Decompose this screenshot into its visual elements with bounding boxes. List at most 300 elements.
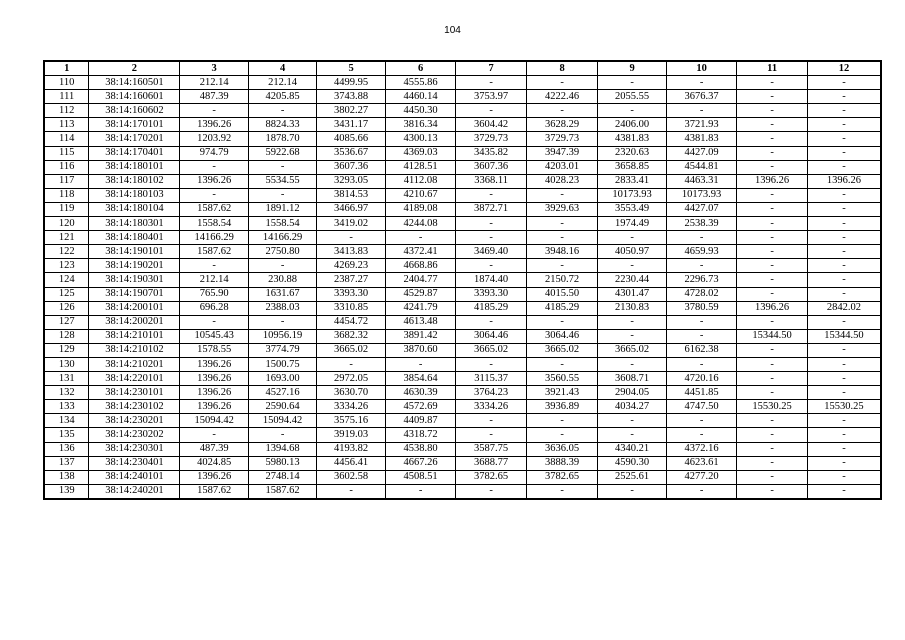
table-cell: 3393.30 — [456, 287, 527, 301]
table-cell: 38:14:190701 — [89, 287, 180, 301]
table-cell: 123 — [44, 259, 89, 273]
table-cell: 2904.05 — [598, 386, 666, 400]
table-cell: - — [807, 231, 881, 245]
table-cell: - — [807, 386, 881, 400]
table-cell: 38:14:230401 — [89, 456, 180, 470]
table-cell: 138 — [44, 470, 89, 484]
table-cell: 10956.19 — [248, 329, 316, 343]
table-cell: 136 — [44, 442, 89, 456]
table-cell: 38:14:210101 — [89, 329, 180, 343]
table-cell: 2406.00 — [598, 118, 666, 132]
table-cell: - — [180, 188, 248, 202]
table-cell: 112 — [44, 104, 89, 118]
table-cell: 3293.05 — [317, 174, 385, 188]
column-header: 5 — [317, 61, 385, 76]
table-cell: 38:14:200201 — [89, 315, 180, 329]
table-cell: 38:14:180101 — [89, 160, 180, 174]
table-cell: 4668.86 — [385, 259, 456, 273]
table-cell: 3870.60 — [385, 343, 456, 357]
table-cell: 15094.42 — [180, 414, 248, 428]
table-row — [44, 160, 881, 174]
table-row — [44, 470, 881, 484]
table-cell: 3888.39 — [526, 456, 598, 470]
table-cell: 1394.68 — [248, 442, 316, 456]
table-row — [44, 259, 881, 273]
table-cell: 3064.46 — [526, 329, 598, 343]
table-row — [44, 118, 881, 132]
table-cell: - — [248, 315, 316, 329]
table-cell: 1974.49 — [598, 217, 666, 231]
table-cell: - — [807, 259, 881, 273]
table-cell: 4451.85 — [666, 386, 737, 400]
table-cell: 3948.16 — [526, 245, 598, 259]
table-cell: - — [666, 104, 737, 118]
table-cell: - — [526, 315, 598, 329]
table-cell: 38:14:180102 — [89, 174, 180, 188]
table-cell: 124 — [44, 273, 89, 287]
table-cell: 4241.79 — [385, 301, 456, 315]
column-header: 10 — [666, 61, 737, 76]
table-cell: 38:14:190301 — [89, 273, 180, 287]
table-cell: 134 — [44, 414, 89, 428]
table-cell: - — [180, 259, 248, 273]
table-cell: 3536.67 — [317, 146, 385, 160]
table-cell: - — [456, 414, 527, 428]
table-cell: 114 — [44, 132, 89, 146]
table-cell: 3665.02 — [526, 343, 598, 357]
table-cell: - — [598, 414, 666, 428]
table-cell: 38:14:230202 — [89, 428, 180, 442]
table-cell: - — [598, 104, 666, 118]
table-cell: 4456.41 — [317, 456, 385, 470]
table-cell: 8824.33 — [248, 118, 316, 132]
table-cell: 3064.46 — [456, 329, 527, 343]
table-cell: 4450.30 — [385, 104, 456, 118]
table-cell: 120 — [44, 217, 89, 231]
table-cell: 487.39 — [180, 442, 248, 456]
table-cell: 3854.64 — [385, 372, 456, 386]
table-cell: - — [598, 76, 666, 90]
table-row — [44, 343, 881, 357]
table-cell: 3553.49 — [598, 202, 666, 216]
table-cell: 10173.93 — [598, 188, 666, 202]
table-cell: 5922.68 — [248, 146, 316, 160]
table-cell: 38:14:230201 — [89, 414, 180, 428]
table-cell: - — [737, 146, 808, 160]
table-cell: - — [317, 357, 385, 371]
table-cell: 4340.21 — [598, 442, 666, 456]
table-cell: - — [807, 160, 881, 174]
table-cell: 212.14 — [248, 76, 316, 90]
table-cell: 4244.08 — [385, 217, 456, 231]
table-cell: 4720.16 — [666, 372, 737, 386]
table-cell: 2296.73 — [666, 273, 737, 287]
column-header: 7 — [456, 61, 527, 76]
table-cell: 4015.50 — [526, 287, 598, 301]
table-cell: - — [598, 357, 666, 371]
table-cell: - — [807, 442, 881, 456]
column-header: 4 — [248, 61, 316, 76]
table-cell: 131 — [44, 372, 89, 386]
table-cell: 2590.64 — [248, 400, 316, 414]
table-cell: - — [248, 428, 316, 442]
table-cell: - — [456, 217, 527, 231]
table-cell: 2538.39 — [666, 217, 737, 231]
table-cell: 128 — [44, 329, 89, 343]
table-cell: 4747.50 — [666, 400, 737, 414]
table-cell: - — [666, 414, 737, 428]
table-cell: 2750.80 — [248, 245, 316, 259]
table-cell: - — [807, 357, 881, 371]
table-cell: - — [737, 484, 808, 499]
table-cell: 3782.65 — [456, 470, 527, 484]
table-cell: 4269.23 — [317, 259, 385, 273]
table-cell: 1396.26 — [180, 470, 248, 484]
table-row — [44, 273, 881, 287]
table-cell: 3936.89 — [526, 400, 598, 414]
table-cell: - — [666, 484, 737, 499]
table-cell: - — [807, 315, 881, 329]
table-cell: 4572.69 — [385, 400, 456, 414]
table-cell: 3607.36 — [456, 160, 527, 174]
table-cell: 4085.66 — [317, 132, 385, 146]
table-cell: - — [598, 484, 666, 499]
table-cell: - — [526, 428, 598, 442]
table-row — [44, 104, 881, 118]
table-cell: 230.88 — [248, 273, 316, 287]
table-cell: 2055.55 — [598, 90, 666, 104]
table-cell: - — [737, 273, 808, 287]
table-cell: 14166.29 — [180, 231, 248, 245]
table-cell: 1878.70 — [248, 132, 316, 146]
table-cell: 14166.29 — [248, 231, 316, 245]
table-row — [44, 400, 881, 414]
table-cell: 4613.48 — [385, 315, 456, 329]
table-cell: 3587.75 — [456, 442, 527, 456]
table-cell: 3310.85 — [317, 301, 385, 315]
table-cell: 2972.05 — [317, 372, 385, 386]
table-cell: 3743.88 — [317, 90, 385, 104]
table-cell: - — [456, 104, 527, 118]
table-cell: - — [526, 484, 598, 499]
table-cell: 111 — [44, 90, 89, 104]
table-cell: 3431.17 — [317, 118, 385, 132]
table-cell: 2130.83 — [598, 301, 666, 315]
table-cell: 4544.81 — [666, 160, 737, 174]
table-cell: 974.79 — [180, 146, 248, 160]
table-body — [44, 76, 881, 499]
table-cell: 132 — [44, 386, 89, 400]
table-cell: - — [737, 259, 808, 273]
table-cell: 4203.01 — [526, 160, 598, 174]
table-row — [44, 442, 881, 456]
table-cell: 3665.02 — [456, 343, 527, 357]
table-cell: 4301.47 — [598, 287, 666, 301]
table-cell: 10173.93 — [666, 188, 737, 202]
table-cell: - — [456, 188, 527, 202]
table-cell: 4277.20 — [666, 470, 737, 484]
header-row — [44, 61, 881, 76]
table-cell: 4185.29 — [456, 301, 527, 315]
table-cell: 2388.03 — [248, 301, 316, 315]
table-cell: 4728.02 — [666, 287, 737, 301]
table-cell: - — [456, 357, 527, 371]
table-cell: 4409.87 — [385, 414, 456, 428]
table-cell: - — [598, 315, 666, 329]
table-cell: - — [737, 372, 808, 386]
table-cell: 3929.63 — [526, 202, 598, 216]
table-row — [44, 456, 881, 470]
table-cell: 1203.92 — [180, 132, 248, 146]
table-cell: - — [737, 118, 808, 132]
table-cell: 1587.62 — [248, 484, 316, 499]
table-cell: 4189.08 — [385, 202, 456, 216]
table-cell: 116 — [44, 160, 89, 174]
table-cell: 135 — [44, 428, 89, 442]
table-cell: 3608.71 — [598, 372, 666, 386]
table-cell: 1587.62 — [180, 245, 248, 259]
table-cell: 139 — [44, 484, 89, 499]
table-cell: - — [385, 231, 456, 245]
table-cell: 3604.42 — [456, 118, 527, 132]
column-header: 8 — [526, 61, 598, 76]
table-row — [44, 132, 881, 146]
table-cell: 1558.54 — [248, 217, 316, 231]
table-cell: - — [526, 76, 598, 90]
table-cell: 3774.79 — [248, 343, 316, 357]
table-cell: 38:14:230101 — [89, 386, 180, 400]
table-cell: 212.14 — [180, 76, 248, 90]
table-cell: 4050.97 — [598, 245, 666, 259]
table-cell: - — [807, 202, 881, 216]
table-cell: 3658.85 — [598, 160, 666, 174]
table-cell: 3729.73 — [456, 132, 527, 146]
table-cell: 4527.16 — [248, 386, 316, 400]
table-cell: - — [737, 90, 808, 104]
table-cell: 1558.54 — [180, 217, 248, 231]
column-header: 11 — [737, 61, 808, 76]
table-cell: 3636.05 — [526, 442, 598, 456]
table-cell: 4529.87 — [385, 287, 456, 301]
table-cell: 38:14:230301 — [89, 442, 180, 456]
table-cell: 4381.83 — [598, 132, 666, 146]
table-cell: 1396.26 — [180, 386, 248, 400]
table-row — [44, 329, 881, 343]
table-cell: 15530.25 — [807, 400, 881, 414]
table-cell: 4300.13 — [385, 132, 456, 146]
table-cell: 2404.77 — [385, 273, 456, 287]
table-cell: 3469.40 — [456, 245, 527, 259]
table-cell: 3435.82 — [456, 146, 527, 160]
table-cell: - — [807, 428, 881, 442]
table-row — [44, 90, 881, 104]
table-cell: - — [526, 104, 598, 118]
table-cell: 38:14:180103 — [89, 188, 180, 202]
table-cell: - — [807, 76, 881, 90]
table-cell: - — [248, 160, 316, 174]
table-cell: - — [807, 414, 881, 428]
table-cell: 3665.02 — [598, 343, 666, 357]
table-cell: 118 — [44, 188, 89, 202]
table-cell: - — [737, 414, 808, 428]
table-cell: 4427.09 — [666, 146, 737, 160]
table-cell: 4667.26 — [385, 456, 456, 470]
table-cell: - — [807, 104, 881, 118]
table-cell: 117 — [44, 174, 89, 188]
table-cell: 4630.39 — [385, 386, 456, 400]
column-header: 2 — [89, 61, 180, 76]
table-cell: - — [456, 315, 527, 329]
table-cell: 1396.26 — [180, 357, 248, 371]
table-cell: 3607.36 — [317, 160, 385, 174]
table-header — [44, 61, 881, 76]
table-cell: 3665.02 — [317, 343, 385, 357]
table-cell: 15344.50 — [807, 329, 881, 343]
table-cell: 3560.55 — [526, 372, 598, 386]
table-cell: 3630.70 — [317, 386, 385, 400]
table-cell: - — [180, 160, 248, 174]
table-row — [44, 146, 881, 160]
table-cell: 3872.71 — [456, 202, 527, 216]
table-cell: 1396.26 — [180, 174, 248, 188]
table-cell: 4623.61 — [666, 456, 737, 470]
table-cell: - — [737, 386, 808, 400]
table-cell: - — [807, 245, 881, 259]
table-cell: 3802.27 — [317, 104, 385, 118]
table-cell: 3753.97 — [456, 90, 527, 104]
table-cell: 2525.61 — [598, 470, 666, 484]
table-cell: 38:14:240201 — [89, 484, 180, 499]
table-row — [44, 174, 881, 188]
data-table — [43, 60, 882, 500]
table-cell: 1396.26 — [180, 372, 248, 386]
table-cell: - — [807, 372, 881, 386]
table-cell: - — [737, 470, 808, 484]
table-cell: 4538.80 — [385, 442, 456, 456]
table-row — [44, 386, 881, 400]
table-cell: 1874.40 — [456, 273, 527, 287]
table-cell: - — [666, 76, 737, 90]
table-cell: 126 — [44, 301, 89, 315]
table-cell: 38:14:210201 — [89, 357, 180, 371]
table-cell: - — [737, 104, 808, 118]
table-cell: 1396.26 — [807, 174, 881, 188]
table-cell: 1587.62 — [180, 484, 248, 499]
table-cell: - — [526, 188, 598, 202]
table-cell: - — [456, 484, 527, 499]
table-cell: - — [807, 470, 881, 484]
table-cell: - — [666, 315, 737, 329]
table-row — [44, 188, 881, 202]
table-cell: - — [737, 202, 808, 216]
table-cell: 38:14:170401 — [89, 146, 180, 160]
table-cell: - — [737, 456, 808, 470]
table-cell: 130 — [44, 357, 89, 371]
table-cell: 4372.41 — [385, 245, 456, 259]
table-cell: 38:14:220101 — [89, 372, 180, 386]
table-cell: 122 — [44, 245, 89, 259]
table-cell: - — [385, 484, 456, 499]
table-cell: - — [180, 315, 248, 329]
table-cell: 15530.25 — [737, 400, 808, 414]
table-cell: 113 — [44, 118, 89, 132]
page-number: 104 — [444, 25, 461, 36]
table-cell: 3782.65 — [526, 470, 598, 484]
table-cell: 3682.32 — [317, 329, 385, 343]
table-cell: 3115.37 — [456, 372, 527, 386]
table-cell: 2320.63 — [598, 146, 666, 160]
table-cell: 4555.86 — [385, 76, 456, 90]
table-cell: 4318.72 — [385, 428, 456, 442]
table-cell: 4590.30 — [598, 456, 666, 470]
table-cell: - — [180, 104, 248, 118]
table-cell: 3780.59 — [666, 301, 737, 315]
table-cell: 1693.00 — [248, 372, 316, 386]
table-cell: - — [456, 76, 527, 90]
table-cell: 38:14:230102 — [89, 400, 180, 414]
table-row — [44, 76, 881, 90]
table-cell: - — [456, 259, 527, 273]
table-cell: - — [807, 484, 881, 499]
table-cell: - — [807, 456, 881, 470]
table-cell: - — [737, 231, 808, 245]
table-cell: - — [598, 231, 666, 245]
table-cell: 1578.55 — [180, 343, 248, 357]
table-cell: 3466.97 — [317, 202, 385, 216]
table-cell: - — [807, 132, 881, 146]
table-cell: 3947.39 — [526, 146, 598, 160]
table-cell: 3814.53 — [317, 188, 385, 202]
table-cell: 15094.42 — [248, 414, 316, 428]
table-cell: 3419.02 — [317, 217, 385, 231]
table-cell: 3575.16 — [317, 414, 385, 428]
table-cell: 1891.12 — [248, 202, 316, 216]
table-cell: - — [666, 231, 737, 245]
table-row — [44, 301, 881, 315]
column-header: 12 — [807, 61, 881, 76]
table-cell: - — [526, 217, 598, 231]
table-cell: 1396.26 — [737, 174, 808, 188]
table-cell: 3334.26 — [317, 400, 385, 414]
table-cell: 3816.34 — [385, 118, 456, 132]
table-cell: 4508.51 — [385, 470, 456, 484]
table-cell: - — [598, 329, 666, 343]
table-cell: 4193.82 — [317, 442, 385, 456]
table-cell: 212.14 — [180, 273, 248, 287]
table-cell: 15344.50 — [737, 329, 808, 343]
table-cell: - — [737, 188, 808, 202]
table-cell: - — [248, 259, 316, 273]
table-cell: 133 — [44, 400, 89, 414]
table-cell: 4028.23 — [526, 174, 598, 188]
table-cell: 38:14:160602 — [89, 104, 180, 118]
table-cell: - — [807, 343, 881, 357]
column-header: 3 — [180, 61, 248, 76]
table-cell: 1631.67 — [248, 287, 316, 301]
table-row — [44, 245, 881, 259]
table-cell: - — [666, 259, 737, 273]
table-cell: - — [598, 428, 666, 442]
table-cell: 3334.26 — [456, 400, 527, 414]
table-cell: 38:14:170101 — [89, 118, 180, 132]
table-cell: 125 — [44, 287, 89, 301]
table-row — [44, 414, 881, 428]
table-cell: 3764.23 — [456, 386, 527, 400]
table-cell: - — [807, 118, 881, 132]
table-row — [44, 315, 881, 329]
table-cell: - — [666, 357, 737, 371]
table-cell: - — [317, 231, 385, 245]
